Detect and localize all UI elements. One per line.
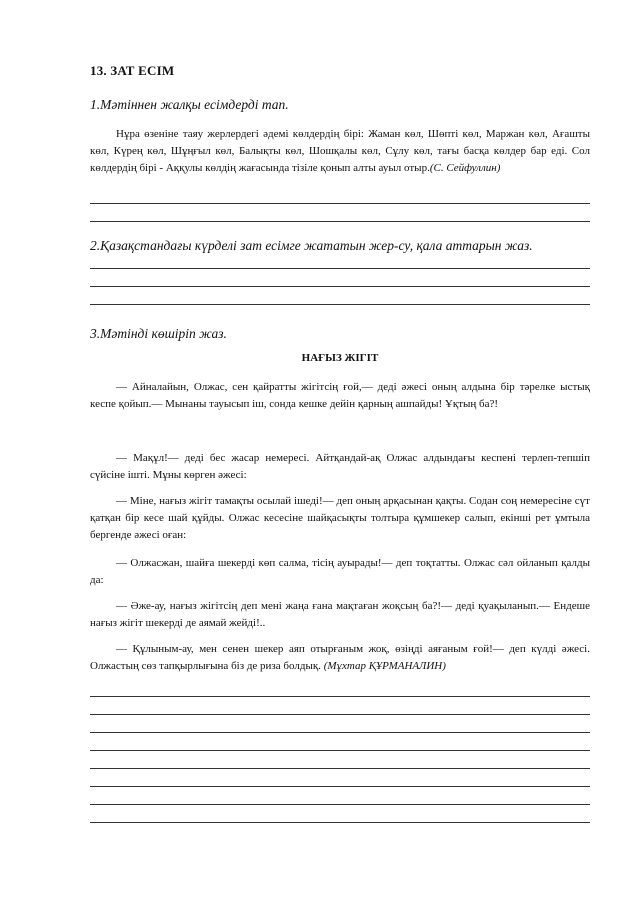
answer-line[interactable] [90, 822, 590, 823]
story-paragraph: — Міне, нағыз жігіт тамақты осылай ішеді!— деп оның арқасынан қақты. Содан соң немересіне сүт қатқан бір кесе шай құйды. Олжас кесесіне шайқасықты толтыра құмшекер салып, екінші рет ұмтыла бергенде әжесі оған: [90, 495, 590, 541]
answer-line[interactable] [90, 696, 590, 697]
answer-line[interactable] [90, 768, 590, 769]
story-paragraph: — Олжасжан, шайға шекерді көп салма, тісің ауырады!— деп тоқтатты. Олжас сәл ойланып қалды да: [90, 557, 590, 586]
task1-author: (С. Сейфуллин) [429, 162, 501, 174]
answer-line[interactable] [90, 203, 590, 204]
task1-paragraph: Нұра өзеніне таяу жерлердегі әдемі көлдердің бірі: Жаман көл, Шөпті көл, Маржан көл, Ағашты көл, Күрең көл, Шұңғыл көл, Балықты көл, Шошқалы көл, Сұлу көл, тағы басқа көлдер бар еді. Сол көлдердің бірі - Аққулы көлдің жағасында тізіле қонып алты ауыл отыр. [90, 128, 590, 174]
story-paragraph: — Әже-ау, нағыз жігітсің деп мені жаңа ғана мақтаған жоқсың ба?!— деді қуақыланып.— Ендеше нағыз жігіт шекерді де аямай жейді!.. [90, 600, 590, 629]
answer-line[interactable] [90, 786, 590, 787]
answer-line[interactable] [90, 221, 590, 222]
task2-heading: 2.Қазақстандағы күрделі зат есімге жататын жер-су, қала аттарын жаз. [90, 238, 533, 253]
answer-line[interactable] [90, 732, 590, 733]
story-author: (Мұхтар ҚҰРМАНАЛИН) [323, 660, 446, 672]
story-title: НАҒЫЗ ЖІГІТ [301, 352, 379, 364]
task1-text [90, 126, 590, 177]
answer-line[interactable] [90, 268, 590, 269]
answer-line[interactable] [90, 714, 590, 715]
story-paragraph: — Құлыным-ау, мен сенен шекер аяп отырғаным жоқ, өзіңді аяғаным ғой!— деп күлді әжесі. Олжастың сөз тапқырлығына біз де риза болдық. (Мұхтар ҚҰРМАНАЛИН) [90, 643, 590, 672]
answer-line[interactable] [90, 750, 590, 751]
story-paragraph: — Айналайын, Олжас, сен қайратты жігітсің ғой,— деді әжесі оның алдына бір тәрелке ыстық кеспе қойып.— Мынаны тауысып іш, сонда кешке дейін қарның ашпайды! Ұқтың ба?! [90, 381, 590, 410]
task1-heading: 1.Мәтіннен жалқы есімдерді тап. [90, 97, 289, 112]
answer-line[interactable] [90, 286, 590, 287]
task3-heading: 3.Мәтінді көшіріп жаз. [90, 326, 227, 341]
page-title: 13. ЗАТ ЕСІМ [90, 63, 175, 78]
answer-line[interactable] [90, 804, 590, 805]
story-paragraph: — Мақұл!— деді бес жасар немересі. Айтқандай-ақ Олжас алдындағы кеспені терлеп-тепшіп сүйсіне ішті. Мұны көрген әжесі: [90, 452, 590, 481]
answer-line[interactable] [90, 304, 590, 305]
